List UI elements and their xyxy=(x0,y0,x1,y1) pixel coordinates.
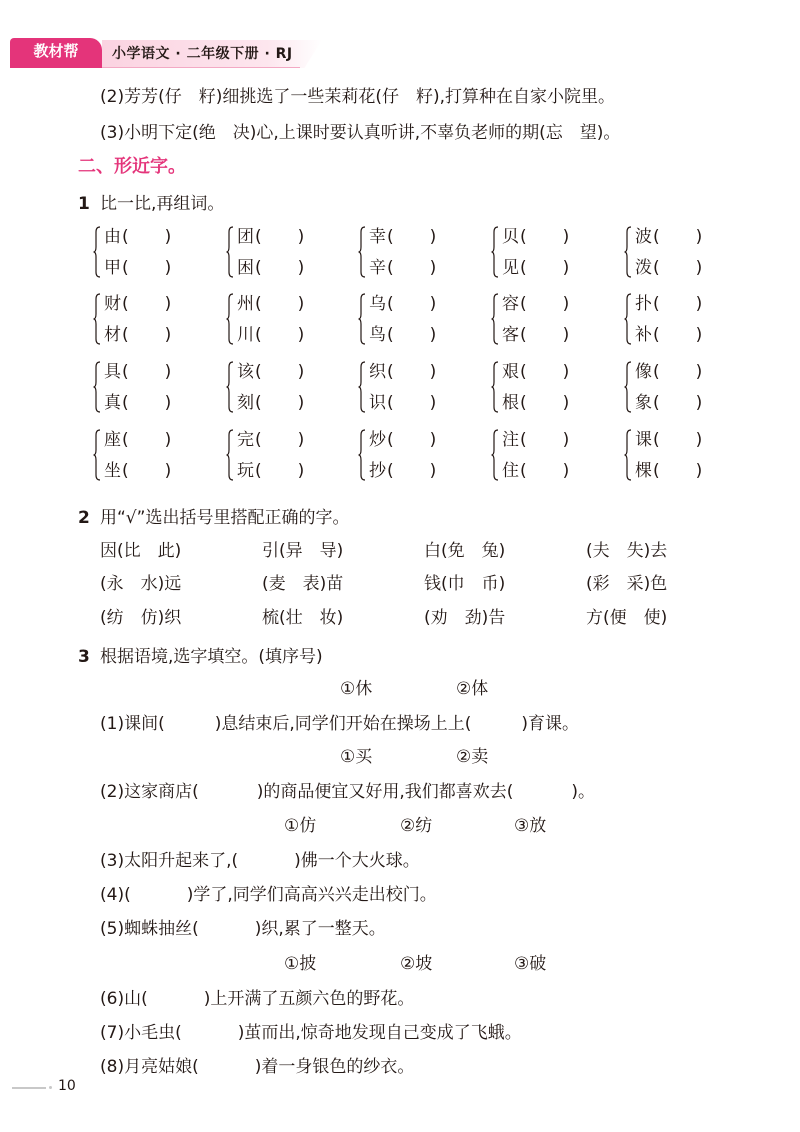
item-text: (5)蜘蛛抽丝( xyxy=(100,919,199,939)
item-text: (3)太阳升起来了,( xyxy=(100,851,239,871)
pair-row: 波( ) xyxy=(635,227,703,247)
char: 坐 xyxy=(104,461,121,481)
choice-item[interactable]: (麦 表)苗 xyxy=(262,574,344,594)
brace-icon xyxy=(358,226,366,278)
char: 课 xyxy=(635,430,652,450)
pair-row: 乌( ) xyxy=(369,294,437,314)
choice-item[interactable]: 钱(巾 币) xyxy=(424,574,506,594)
question-number: 2 xyxy=(78,508,90,528)
brand-tab: 教材帮 xyxy=(10,38,102,65)
option: ①休 xyxy=(340,679,373,699)
fill-item-4 xyxy=(100,880,437,905)
pair-row: 玩( ) xyxy=(237,461,305,481)
choice-item[interactable]: (纺 仿)织 xyxy=(100,608,182,628)
pair-row: 真( ) xyxy=(104,393,172,413)
page-header xyxy=(0,38,800,72)
brace-icon xyxy=(358,429,366,481)
pair-row: 具( ) xyxy=(104,362,172,382)
pair-row: 棵( ) xyxy=(635,461,703,481)
pair-row: 客( ) xyxy=(502,325,570,345)
question-text: 用“√”选出括号里搭配正确的字。 xyxy=(100,508,350,528)
option: ①买 xyxy=(340,747,373,767)
choice-item[interactable]: 因(比 此) xyxy=(100,541,182,561)
option: ②坡 xyxy=(400,954,433,974)
char-pair xyxy=(226,222,344,282)
pair-row: 财( ) xyxy=(104,294,172,314)
char-pair xyxy=(93,289,211,349)
brace-icon xyxy=(93,293,101,345)
option: ②卖 xyxy=(456,747,489,767)
fill-item-1 xyxy=(100,709,579,734)
char-pair xyxy=(93,357,211,417)
brace-icon xyxy=(491,429,499,481)
pair-row: 完( ) xyxy=(237,430,305,450)
item-text: )的商品便宜又好用,我们都喜欢去( xyxy=(256,782,514,802)
pair-row: 贝( ) xyxy=(502,227,570,247)
pair-row: 甲( ) xyxy=(104,258,172,278)
char: 贝 xyxy=(502,227,519,247)
brace-icon xyxy=(358,293,366,345)
brace-icon xyxy=(491,361,499,413)
choice-item[interactable]: (劝 劲)告 xyxy=(424,608,506,628)
pair-row: 扑( ) xyxy=(635,294,703,314)
title-underline xyxy=(102,67,300,68)
char: 座 xyxy=(104,430,121,450)
item-text: )育课。 xyxy=(521,714,580,734)
item-text: )。 xyxy=(571,782,596,802)
char-pair xyxy=(491,425,609,485)
char-pair xyxy=(624,357,742,417)
item-text: (7)小毛虫( xyxy=(100,1023,182,1043)
fill-item-5 xyxy=(100,914,386,939)
item-text: )学了,同学们高高兴兴走出校门。 xyxy=(186,885,437,905)
brace-icon xyxy=(358,361,366,413)
brace-icon xyxy=(624,361,632,413)
char: 见 xyxy=(502,258,519,278)
exercise-item-3: (3)小明下定(绝 决)心,上课时要认真听讲,不辜负老师的期(忘 望)。 xyxy=(100,123,621,143)
char: 幸 xyxy=(369,227,386,247)
char-pair xyxy=(358,357,476,417)
option: ②体 xyxy=(456,679,489,699)
option: ①仿 xyxy=(284,816,317,836)
char: 财 xyxy=(104,294,121,314)
choice-item[interactable]: 引(异 导) xyxy=(262,541,344,561)
item-text: (4)( xyxy=(100,885,131,905)
pair-row: 困( ) xyxy=(237,258,305,278)
char-pair xyxy=(358,425,476,485)
item-text: )息结束后,同学们开始在操场上上( xyxy=(214,714,472,734)
char: 该 xyxy=(237,362,254,382)
fill-item-6 xyxy=(100,984,414,1009)
choice-item[interactable]: (永 水)远 xyxy=(100,574,182,594)
char: 艰 xyxy=(502,362,519,382)
char: 泼 xyxy=(635,258,652,278)
footer-dot xyxy=(49,1086,52,1089)
pair-row: 由( ) xyxy=(104,227,172,247)
char-pair xyxy=(226,425,344,485)
pair-row: 鸟( ) xyxy=(369,325,437,345)
char: 团 xyxy=(237,227,254,247)
section-title: 二、形近字。 xyxy=(78,156,186,177)
char: 由 xyxy=(104,227,121,247)
char: 棵 xyxy=(635,461,652,481)
brace-icon xyxy=(226,226,234,278)
brace-icon xyxy=(93,361,101,413)
brace-icon xyxy=(624,293,632,345)
char-pair xyxy=(358,289,476,349)
fill-item-2 xyxy=(100,777,595,802)
pair-row: 注( ) xyxy=(502,430,570,450)
char-pair xyxy=(93,425,211,485)
pair-row: 材( ) xyxy=(104,325,172,345)
pair-row: 该( ) xyxy=(237,362,305,382)
choice-item[interactable]: 方(便 使) xyxy=(586,608,668,628)
pair-row: 见( ) xyxy=(502,258,570,278)
char-pair xyxy=(358,222,476,282)
pair-row: 幸( ) xyxy=(369,227,437,247)
item-text: )着一身银色的纱衣。 xyxy=(254,1057,415,1077)
item-text: (8)月亮姑娘( xyxy=(100,1057,199,1077)
pair-row: 座( ) xyxy=(104,430,172,450)
pair-row: 团( ) xyxy=(237,227,305,247)
pair-row: 川( ) xyxy=(237,325,305,345)
item-text: (6)山( xyxy=(100,989,148,1009)
char: 鸟 xyxy=(369,325,386,345)
pair-row: 住( ) xyxy=(502,461,570,481)
page-number: 10 xyxy=(58,1078,76,1094)
option: ②纺 xyxy=(400,816,433,836)
pair-row: 泼( ) xyxy=(635,258,703,278)
char-pair xyxy=(491,289,609,349)
option: ③放 xyxy=(514,816,547,836)
question-1 xyxy=(78,189,224,214)
pair-row: 刻( ) xyxy=(237,393,305,413)
char: 象 xyxy=(635,393,652,413)
char: 扑 xyxy=(635,294,652,314)
pair-row: 坐( ) xyxy=(104,461,172,481)
char-pair xyxy=(624,222,742,282)
char: 注 xyxy=(502,430,519,450)
pair-row: 炒( ) xyxy=(369,430,437,450)
brace-icon xyxy=(93,429,101,481)
char-pair xyxy=(491,222,609,282)
pair-row: 象( ) xyxy=(635,393,703,413)
char: 材 xyxy=(104,325,121,345)
char: 补 xyxy=(635,325,652,345)
item-text: (2)这家商店( xyxy=(100,782,199,802)
choice-item[interactable]: (夫 失)去 xyxy=(586,541,668,561)
char: 真 xyxy=(104,393,121,413)
brace-icon xyxy=(93,226,101,278)
char-pair xyxy=(491,357,609,417)
item-text: )茧而出,惊奇地发现自己变成了飞蛾。 xyxy=(237,1023,522,1043)
char: 甲 xyxy=(104,258,121,278)
footer-rule xyxy=(12,1087,46,1089)
pair-row: 织( ) xyxy=(369,362,437,382)
char: 织 xyxy=(369,362,386,382)
char-pair xyxy=(624,289,742,349)
char: 客 xyxy=(502,325,519,345)
option: ③破 xyxy=(514,954,547,974)
fill-item-8 xyxy=(100,1052,414,1077)
char: 抄 xyxy=(369,461,386,481)
pair-row: 辛( ) xyxy=(369,258,437,278)
char-pair xyxy=(93,222,211,282)
brace-icon xyxy=(226,429,234,481)
pair-row: 课( ) xyxy=(635,430,703,450)
char-pair xyxy=(226,357,344,417)
question-text: 比一比,再组词。 xyxy=(100,194,225,214)
char: 刻 xyxy=(237,393,254,413)
char: 炒 xyxy=(369,430,386,450)
char: 辛 xyxy=(369,258,386,278)
char: 玩 xyxy=(237,461,254,481)
choice-item[interactable]: 白(免 兔) xyxy=(424,541,506,561)
char: 容 xyxy=(502,294,519,314)
char: 住 xyxy=(502,461,519,481)
pair-row: 像( ) xyxy=(635,362,703,382)
brace-icon xyxy=(491,226,499,278)
item-text: )佛一个大火球。 xyxy=(294,851,420,871)
char: 识 xyxy=(369,393,386,413)
brace-icon xyxy=(624,429,632,481)
fill-item-7 xyxy=(100,1018,522,1043)
brand-underline xyxy=(10,65,102,68)
char: 乌 xyxy=(369,294,386,314)
brace-icon xyxy=(226,361,234,413)
question-3 xyxy=(78,642,323,667)
char: 困 xyxy=(237,258,254,278)
char-pair xyxy=(624,425,742,485)
option: ①披 xyxy=(284,954,317,974)
pair-row: 艰( ) xyxy=(502,362,570,382)
question-text: 根据语境,选字填空。(填序号) xyxy=(100,647,323,667)
pair-row: 容( ) xyxy=(502,294,570,314)
pair-row: 根( ) xyxy=(502,393,570,413)
book-title: 小学语文 · 二年级下册 · RJ xyxy=(112,46,293,62)
item-text: )上开满了五颜六色的野花。 xyxy=(203,989,415,1009)
pair-row: 识( ) xyxy=(369,393,437,413)
char: 像 xyxy=(635,362,652,382)
question-2 xyxy=(78,503,349,528)
brace-icon xyxy=(624,226,632,278)
char: 完 xyxy=(237,430,254,450)
item-text: )织,累了一整天。 xyxy=(254,919,386,939)
char: 波 xyxy=(635,227,652,247)
brace-icon xyxy=(491,293,499,345)
brace-icon xyxy=(226,293,234,345)
pair-row: 抄( ) xyxy=(369,461,437,481)
fill-item-3 xyxy=(100,846,420,871)
item-text: (1)课间( xyxy=(100,714,165,734)
pair-row: 补( ) xyxy=(635,325,703,345)
char: 川 xyxy=(237,325,254,345)
pair-row: 州( ) xyxy=(237,294,305,314)
exercise-item-2: (2)芳芳(仔 籽)细挑选了一些茉莉花(仔 籽),打算种在自家小院里。 xyxy=(100,87,616,107)
char-pair xyxy=(226,289,344,349)
choice-item[interactable]: (彩 采)色 xyxy=(586,574,668,594)
question-number: 3 xyxy=(78,647,90,667)
char: 具 xyxy=(104,362,121,382)
char: 根 xyxy=(502,393,519,413)
char: 州 xyxy=(237,294,254,314)
question-number: 1 xyxy=(78,194,90,214)
choice-item[interactable]: 梳(壮 妆) xyxy=(262,608,344,628)
